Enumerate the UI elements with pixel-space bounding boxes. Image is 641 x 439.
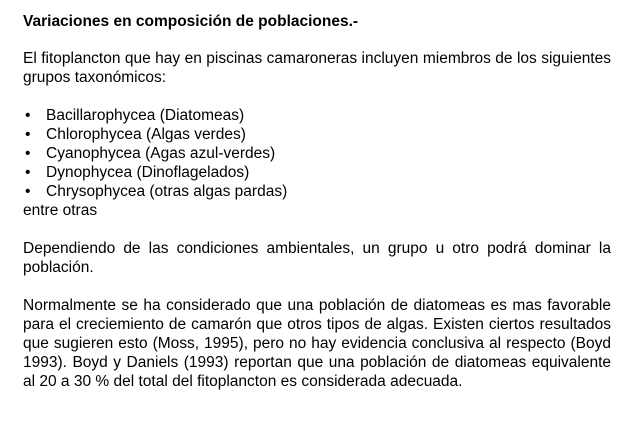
bullet-icon: • [25, 164, 31, 181]
list-tail-text: entre otras [23, 202, 98, 219]
intro-paragraph: El fitoplancton que hay en piscinas camaroneras incluyen miembros de los siguientes grupos taxonómicos: [23, 50, 611, 86]
list-item [23, 144, 611, 163]
bullet-icon: • [25, 107, 31, 124]
list-item-text: Bacillarophycea (Diatomeas) [46, 107, 245, 124]
list-item [23, 125, 611, 144]
list-item [23, 106, 611, 125]
document-page [23, 12, 611, 391]
taxonomic-groups-list [23, 106, 611, 201]
list-item-text: Dynophycea (Dinoflagelados) [46, 164, 250, 181]
environment-paragraph: Dependiendo de las condiciones ambientales, un grupo u otro podrá dominar la población. [23, 240, 611, 276]
list-item-text: Chrysophycea (otras algas pardas) [46, 183, 288, 200]
section-heading: Variaciones en composición de poblaciones.- [23, 13, 359, 30]
diatoms-paragraph: Normalmente se ha considerado que una población de diatomeas es mas favorable para el creciemiento de camarón que otros tipos de algas. Existen ciertos resultados que sugieren esto (Moss, 1995), pero no hay evidencia conclusiva al respecto (Boyd 1993). Boyd y Daniels (1993) reportan que una población de diatomeas equivalente al 20 a 30 % del total del fitoplancton es considerada adecuada. [23, 297, 611, 390]
list-item [23, 182, 611, 201]
bullet-icon: • [25, 145, 31, 162]
list-item-text: Cyanophycea (Agas azul-verdes) [46, 145, 276, 162]
bullet-icon: • [25, 183, 31, 200]
list-item [23, 163, 611, 182]
bullet-icon: • [25, 126, 31, 143]
list-item-text: Chlorophycea (Algas verdes) [46, 126, 246, 143]
